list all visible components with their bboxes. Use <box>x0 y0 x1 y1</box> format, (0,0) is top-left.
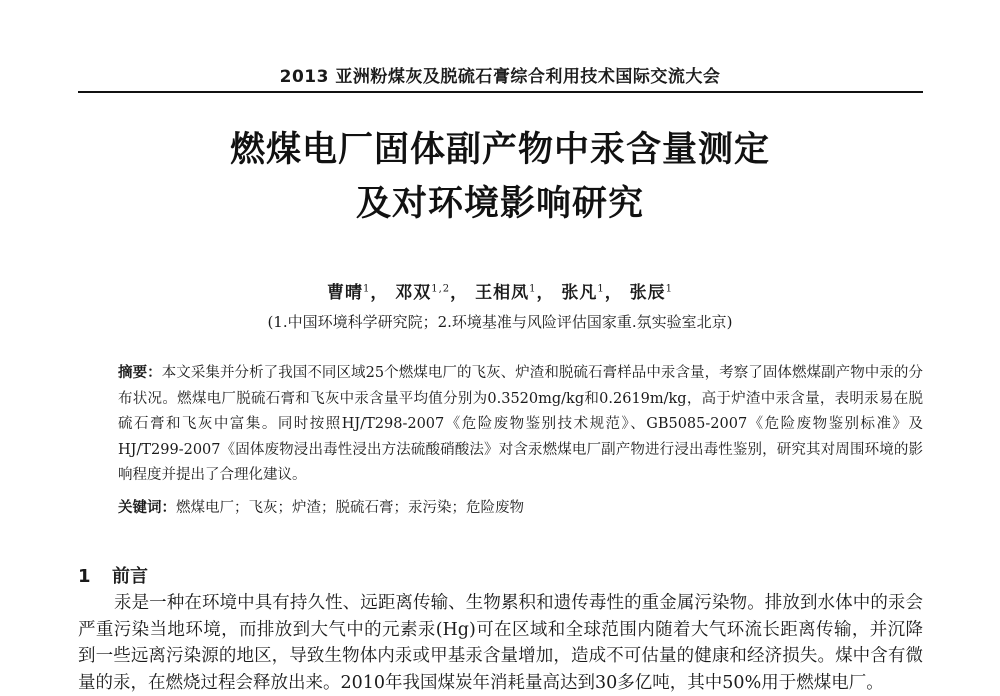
header-rule <box>78 91 923 93</box>
keywords <box>118 497 923 519</box>
section-heading <box>78 562 148 588</box>
author-affiliation-mark: 1 <box>597 283 605 295</box>
paper-title-line-1: 燃煤电厂固体副产物中汞含量测定 <box>229 130 770 170</box>
author: 邓双 <box>395 283 432 303</box>
conference-header: 2013 亚洲粉煤灰及脱硫石膏综合利用技术国际交流大会 <box>279 67 721 87</box>
author-list <box>0 278 1000 303</box>
author: 张凡 <box>561 283 598 303</box>
affiliations: (1.中国环境科学研究院；2.环境基准与风险评估国家重.氛实验室北京) <box>267 313 733 331</box>
author: 张辰 <box>629 283 666 303</box>
section-title: 前言 <box>112 566 148 587</box>
author: 王相凤 <box>475 283 530 303</box>
abstract <box>118 360 923 489</box>
author-separator: ， <box>450 283 469 303</box>
paper-title-line-2: 及对环境影响研究 <box>355 184 644 224</box>
author-affiliation-mark: 1,2 <box>431 283 451 295</box>
author-affiliation-mark: 1 <box>665 283 674 295</box>
section-number: 1 <box>78 566 91 587</box>
body-paragraph: 汞是一种在环境中具有持久性、远距离传输、生物累积和遗传毒性的重金属污染物。排放到水体中的汞会严重污染当地环境，而排放到大气中的元素汞(Hg)可在区域和全球范围内随着大气环流长距离传输，并沉降到一些远离污染源的地区，导致生物体内汞或甲基汞含量增加，造成不可估量的健康和经济损失。煤中含有微量的汞，在燃烧过程会释放出来。2010年我国煤炭年消耗量高达到30多亿吨，其中50%用于燃煤电厂。 <box>78 593 923 693</box>
keywords-label: 关键词： <box>118 499 176 516</box>
author-separator: ， <box>370 283 389 303</box>
author-separator: ， <box>536 283 555 303</box>
author-separator: ， <box>604 283 623 303</box>
author: 曹晴 <box>326 283 363 303</box>
author-affiliation-mark: 1 <box>362 283 371 295</box>
abstract-text: 本文采集并分析了我国不同区域25个燃煤电厂的飞灰、炉渣和脱硫石膏样品中汞含量，考察了固体燃煤副产物中汞的分布状况。燃煤电厂脱硫石膏和飞灰中汞含量平均值分别为0.3520mg/kg和0.2619m/kg，高于炉渣中汞含量，表明汞易在脱硫石膏和飞灰中富集。同时按照HJ/T298-2007《危险废物鉴别技术规范》、GB5085-2007《危险废物鉴别标准》及HJ/T299-2007《固体废物浸出毒性浸出方法硫酸硝酸法》对含汞燃煤电厂副产物进行浸出毒性鉴别，研究其对周围环境的影响程度并提出了合理化建议。 <box>118 365 923 483</box>
author-affiliation-mark: 1 <box>529 283 537 295</box>
abstract-label: 摘要： <box>118 364 162 381</box>
keywords-text: 燃煤电厂；飞灰；炉渣；脱硫石膏；汞污染；危险废物 <box>176 500 524 516</box>
